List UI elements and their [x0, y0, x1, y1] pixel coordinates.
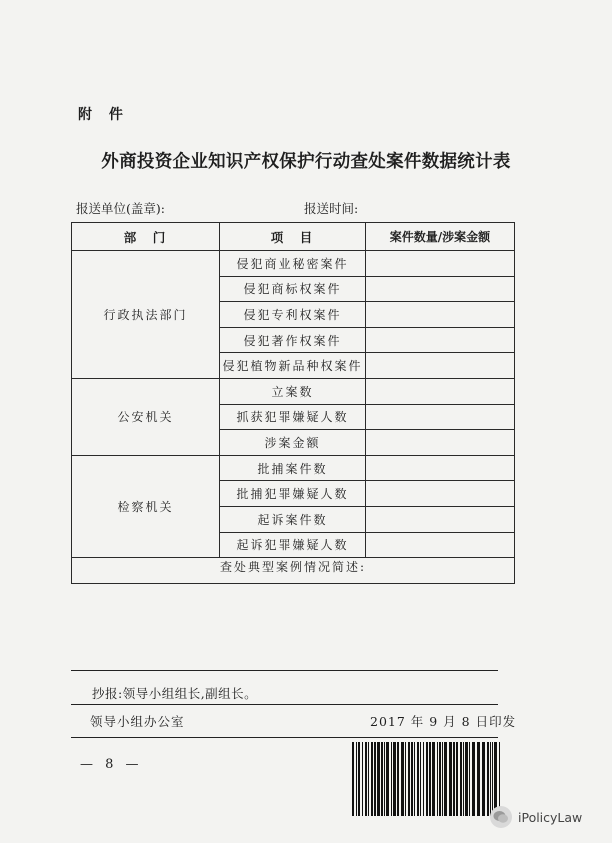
- department-cell: 检察机关: [72, 455, 220, 557]
- statistics-table: [71, 222, 515, 584]
- barcode-stripe: [384, 742, 385, 816]
- barcode-icon: [352, 742, 505, 816]
- summary-row: [72, 558, 515, 584]
- barcode-stripe: [393, 742, 396, 816]
- divider-top: [71, 670, 498, 671]
- value-cell: [366, 455, 515, 481]
- barcode-stripe: [449, 742, 452, 816]
- item-cell: 批捕案件数: [220, 455, 366, 481]
- barcode-stripe: [381, 742, 383, 816]
- value-cell: [366, 302, 515, 328]
- page-title: 外商投资企业知识产权保护行动查处案件数据统计表: [101, 152, 511, 172]
- barcode-stripe: [420, 742, 421, 816]
- item-cell: 立案数: [220, 378, 366, 404]
- value-cell: [366, 430, 515, 456]
- barcode-stripe: [368, 742, 369, 816]
- table-row: [72, 455, 515, 481]
- table-header-row: [72, 223, 515, 251]
- barcode-stripe: [371, 742, 373, 816]
- item-cell: 批捕犯罪嫌疑人数: [220, 481, 366, 507]
- value-cell: [366, 276, 515, 302]
- item-cell: 起诉案件数: [220, 506, 366, 532]
- barcode-stripe: [477, 742, 480, 816]
- barcode-stripe: [362, 742, 363, 816]
- barcode-stripe: [432, 742, 435, 816]
- value-cell: [366, 378, 515, 404]
- value-cell: [366, 481, 515, 507]
- barcode-stripe: [465, 742, 468, 816]
- department-cell: 行政执法部门: [72, 251, 220, 379]
- barcode-stripe: [411, 742, 413, 816]
- watermark-badge: [490, 800, 582, 834]
- barcode-stripe: [365, 742, 367, 816]
- barcode-stripe: [414, 742, 415, 816]
- print-date: 2017 年 9 月 8 日印发: [370, 714, 517, 729]
- report-time-label: 报送时间:: [304, 201, 359, 216]
- barcode-stripe: [377, 742, 380, 816]
- barcode-stripe: [472, 742, 475, 816]
- summary-cell: 查处典型案例情况简述:: [72, 558, 515, 584]
- value-cell: [366, 404, 515, 430]
- cc-line: 抄报:领导小组组长,副组长。: [92, 686, 258, 701]
- divider-middle: [71, 704, 498, 705]
- barcode-stripe: [352, 742, 354, 816]
- value-cell: [366, 506, 515, 532]
- barcode-stripe: [408, 742, 410, 816]
- item-cell: 侵犯商业秘密案件: [220, 251, 366, 277]
- barcode-stripe: [487, 742, 489, 816]
- barcode-stripe: [401, 742, 404, 816]
- item-cell: 侵犯植物新品种权案件: [220, 353, 366, 379]
- barcode-stripe: [356, 742, 357, 816]
- wechat-bubble-icon: [490, 806, 512, 828]
- barcode-stripe: [423, 742, 424, 816]
- barcode-stripe: [442, 742, 443, 816]
- header-count-amount: 案件数量/涉案金额: [366, 223, 515, 251]
- barcode-stripe: [439, 742, 441, 816]
- value-cell: [366, 251, 515, 277]
- item-cell: 侵犯商标权案件: [220, 276, 366, 302]
- watermark-text: iPolicyLaw: [518, 809, 583, 825]
- value-cell: [366, 532, 515, 558]
- value-cell: [366, 327, 515, 353]
- header-item: 项 目: [220, 223, 366, 251]
- issuer-office: 领导小组办公室: [90, 714, 185, 729]
- item-cell: 侵犯著作权案件: [220, 327, 366, 353]
- divider-bottom: [71, 737, 498, 738]
- item-cell: 抓获犯罪嫌疑人数: [220, 404, 366, 430]
- item-cell: 起诉犯罪嫌疑人数: [220, 532, 366, 558]
- page-number: — 8 —: [80, 757, 143, 772]
- header-department: 部 门: [72, 223, 220, 251]
- item-cell: 侵犯专利权案件: [220, 302, 366, 328]
- barcode-stripe: [456, 742, 458, 816]
- barcode-stripe: [386, 742, 389, 816]
- item-cell: 涉案金额: [220, 430, 366, 456]
- barcode-stripe: [444, 742, 447, 816]
- barcode-stripe: [405, 742, 406, 816]
- table-row: [72, 378, 515, 404]
- barcode-stripe: [460, 742, 462, 816]
- barcode-stripe: [358, 742, 360, 816]
- barcode-stripe: [391, 742, 392, 816]
- report-unit-label: 报送单位(盖章):: [76, 201, 165, 216]
- barcode-stripe: [417, 742, 419, 816]
- barcode-stripe: [453, 742, 455, 816]
- value-cell: [366, 353, 515, 379]
- barcode-stripe: [429, 742, 431, 816]
- table-row: [72, 251, 515, 277]
- barcode-stripe: [437, 742, 438, 816]
- barcode-stripe: [469, 742, 470, 816]
- barcode-stripe: [397, 742, 399, 816]
- barcode-stripe: [426, 742, 428, 816]
- department-cell: 公安机关: [72, 378, 220, 455]
- attachment-label: 附 件: [78, 107, 129, 123]
- barcode-stripe: [374, 742, 376, 816]
- barcode-stripe: [482, 742, 485, 816]
- barcode-stripe: [463, 742, 464, 816]
